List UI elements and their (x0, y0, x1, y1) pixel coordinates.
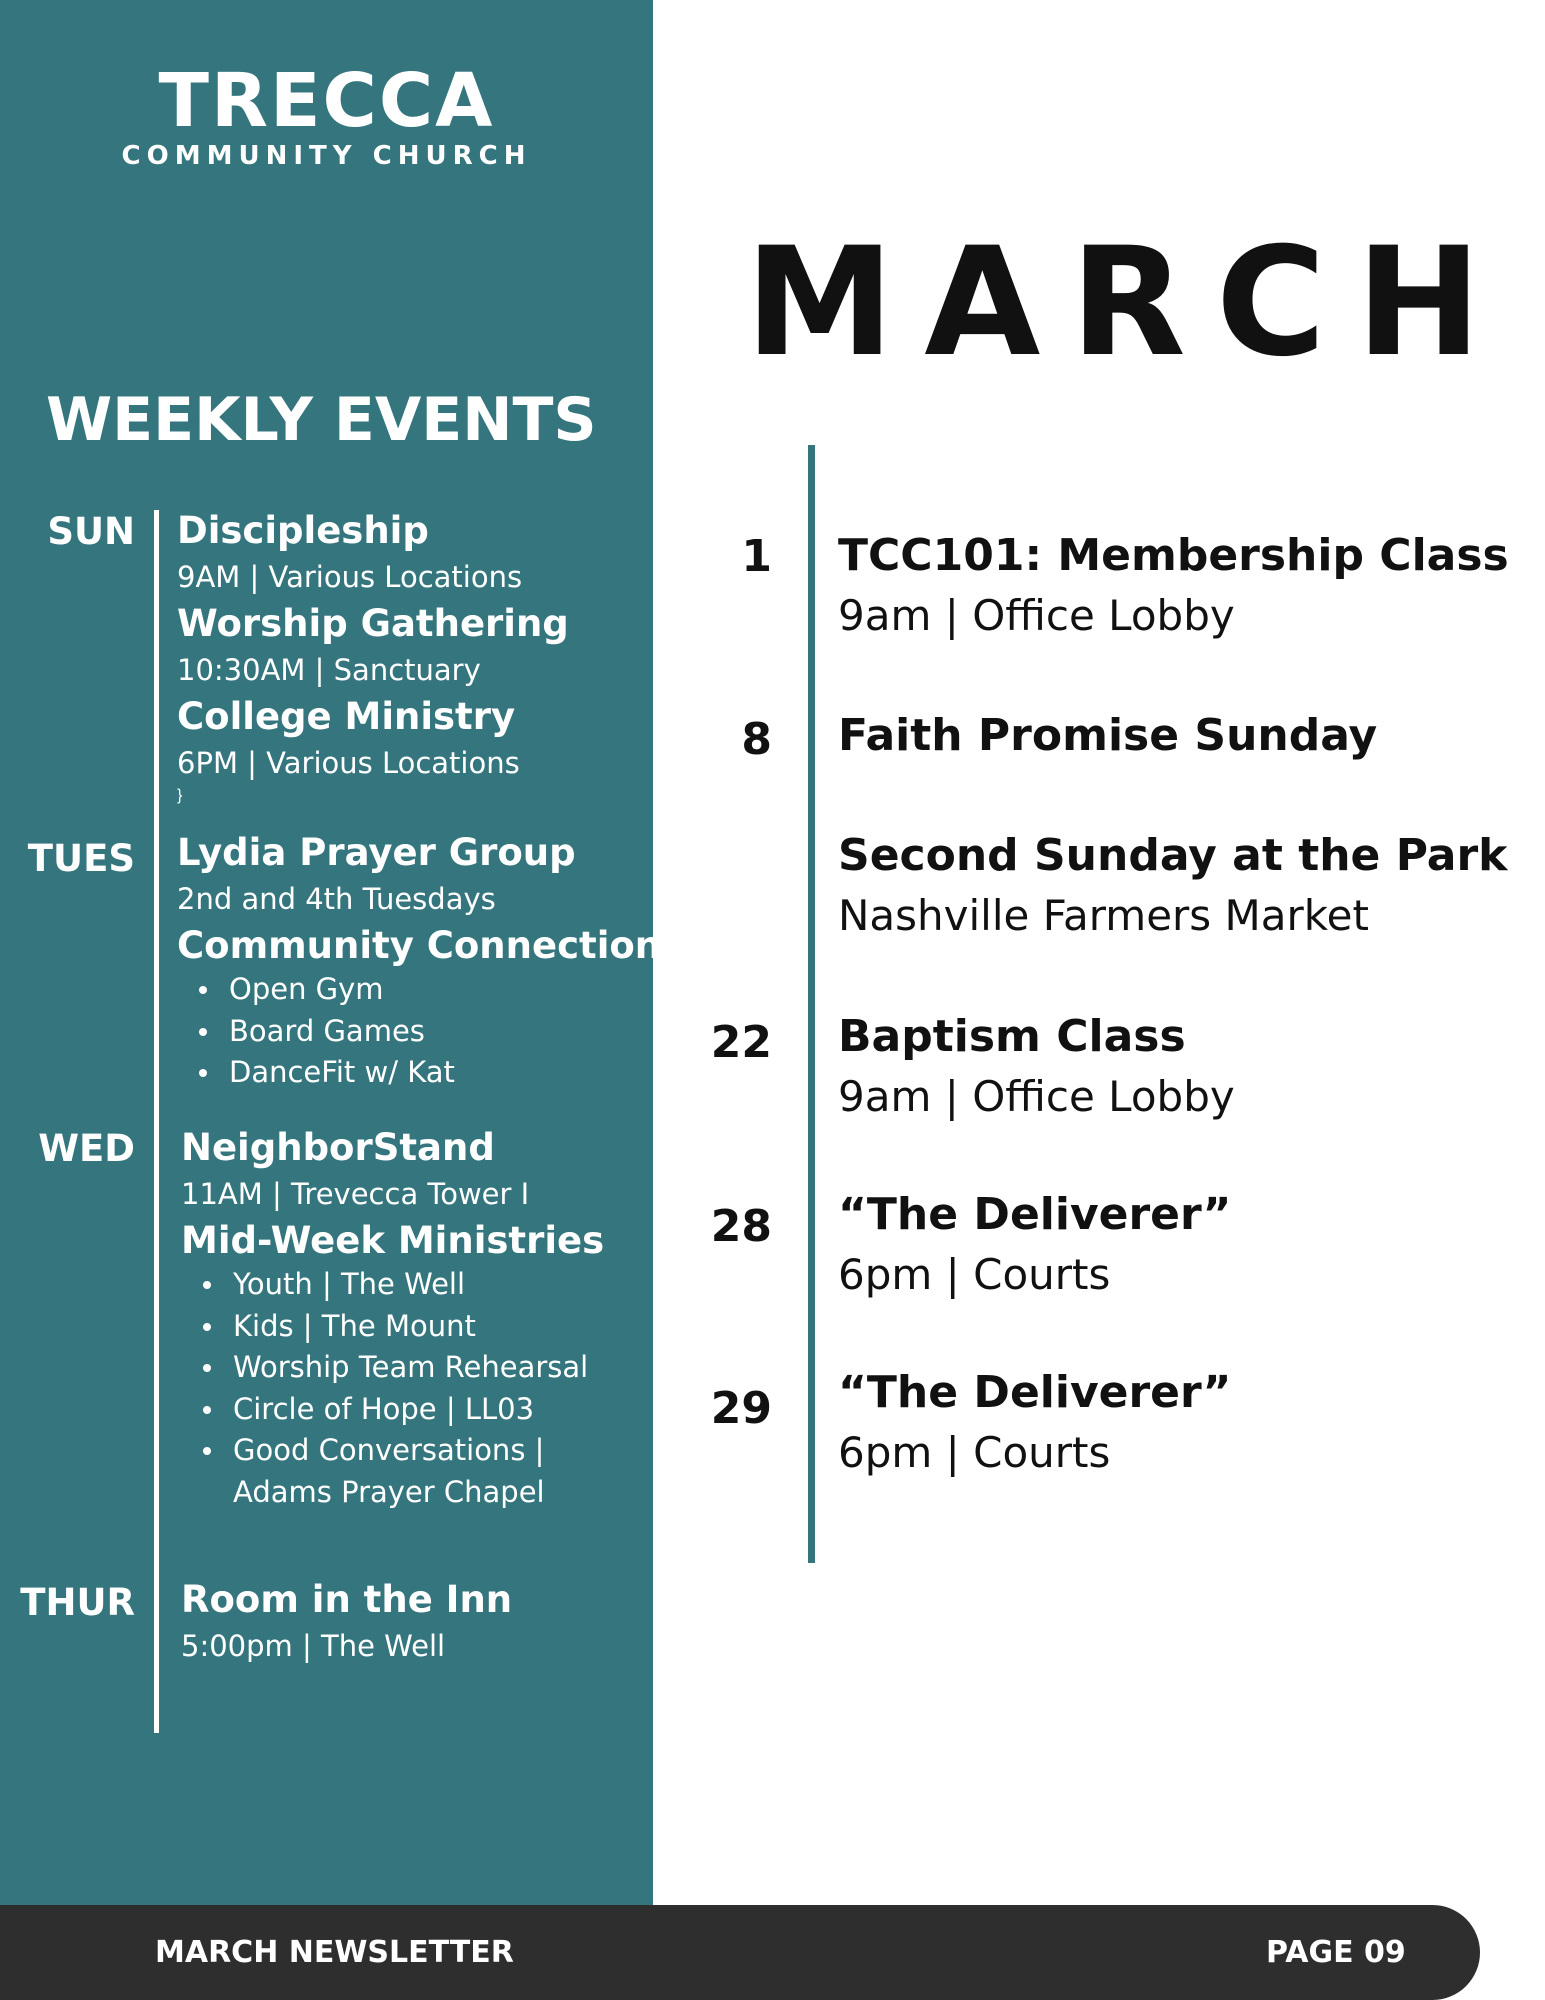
calendar-event-title: Faith Promise Sunday (838, 710, 1378, 761)
list-item-continuation: Adams Prayer Chapel (233, 1474, 545, 1509)
church-logo-title: TRECCA (158, 58, 495, 144)
calendar-event-title: Baptism Class (838, 1011, 1186, 1062)
calendar-divider (808, 445, 815, 1563)
calendar-event-title: Second Sunday at the Park (838, 830, 1508, 881)
calendar-event (838, 526, 1518, 646)
event-title: Mid-Week Ministries (181, 1219, 605, 1262)
list-item: DanceFit w/ Kat (177, 1052, 647, 1094)
calendar-date: 1 (741, 531, 772, 582)
event-detail: 10:30AM | Sanctuary (177, 653, 481, 687)
day-group-thur (181, 1577, 651, 1670)
calendar-event-title: “The Deliverer” (838, 1189, 1232, 1240)
event-title: Community Connection (177, 924, 662, 967)
calendar-event-detail: 6pm | Courts (838, 1428, 1111, 1477)
calendar-event (838, 1185, 1518, 1305)
event-title: College Ministry (177, 695, 516, 738)
list-item: Worship Team Rehearsal (181, 1347, 651, 1389)
bullet-list (177, 969, 647, 1094)
list-item: Youth | The Well (181, 1264, 651, 1306)
event-detail: 11AM | Trevecca Tower I (181, 1177, 530, 1211)
calendar-event (838, 826, 1518, 946)
calendar-event (838, 1363, 1518, 1483)
bullet-list (181, 1264, 651, 1513)
event-detail: 5:00pm | The Well (181, 1629, 446, 1663)
list-item: Circle of Hope | LL03 (181, 1389, 651, 1431)
event-title: Discipleship (177, 509, 429, 552)
day-label-wed: WED (38, 1127, 135, 1170)
weekly-events-sidebar (0, 0, 662, 1905)
day-label-tues: TUES (27, 837, 135, 880)
event-detail: 9AM | Various Locations (177, 560, 523, 594)
day-label-sun: SUN (47, 510, 135, 553)
list-item: Kids | The Mount (181, 1306, 651, 1348)
church-logo-subtitle: COMMUNITY CHURCH (121, 141, 532, 171)
weekly-divider (154, 510, 159, 1733)
calendar-event (838, 706, 1518, 766)
day-group-tues (177, 830, 662, 1094)
list-item: Good Conversations | (181, 1430, 651, 1472)
calendar-date: 28 (710, 1201, 772, 1252)
footer-newsletter-label: MARCH NEWSLETTER (155, 1935, 514, 1970)
event-title: NeighborStand (181, 1126, 495, 1169)
day-group-sun: Discipleship 9AM | Various Locations Worship Gathering 10:30AM | Sanctuary College Ministry 6PM | Various Locations } (177, 508, 647, 805)
event-detail: 2nd and 4th Tuesdays (177, 882, 496, 916)
calendar-event-detail: 9am | Office Lobby (838, 1072, 1235, 1121)
event-title: Worship Gathering (177, 602, 569, 645)
weekly-events-heading: WEEKLY EVENTS (46, 385, 597, 455)
event-detail: 6PM | Various Locations (177, 746, 520, 780)
day-label-thur: THUR (20, 1581, 135, 1624)
month-title: MARCH (745, 216, 1512, 390)
day-group-wed (181, 1125, 651, 1513)
list-item: Open Gym (177, 969, 647, 1011)
event-title: Room in the Inn (181, 1578, 513, 1621)
calendar-event-detail: 6pm | Courts (838, 1250, 1111, 1299)
calendar-event-title: TCC101: Membership Class (838, 530, 1509, 581)
event-title: Lydia Prayer Group (177, 831, 576, 874)
calendar-date: 22 (710, 1017, 772, 1068)
list-item: Board Games (177, 1011, 647, 1053)
calendar-date: 29 (710, 1383, 772, 1434)
footer-page-number: PAGE 09 (1266, 1935, 1406, 1970)
calendar-event-title: “The Deliverer” (838, 1367, 1232, 1418)
calendar-event-detail: 9am | Office Lobby (838, 591, 1235, 640)
calendar-event-detail: Nashville Farmers Market (838, 891, 1369, 940)
calendar-event (838, 1007, 1518, 1127)
calendar-date: 8 (741, 714, 772, 765)
page-footer (0, 1905, 1480, 2000)
